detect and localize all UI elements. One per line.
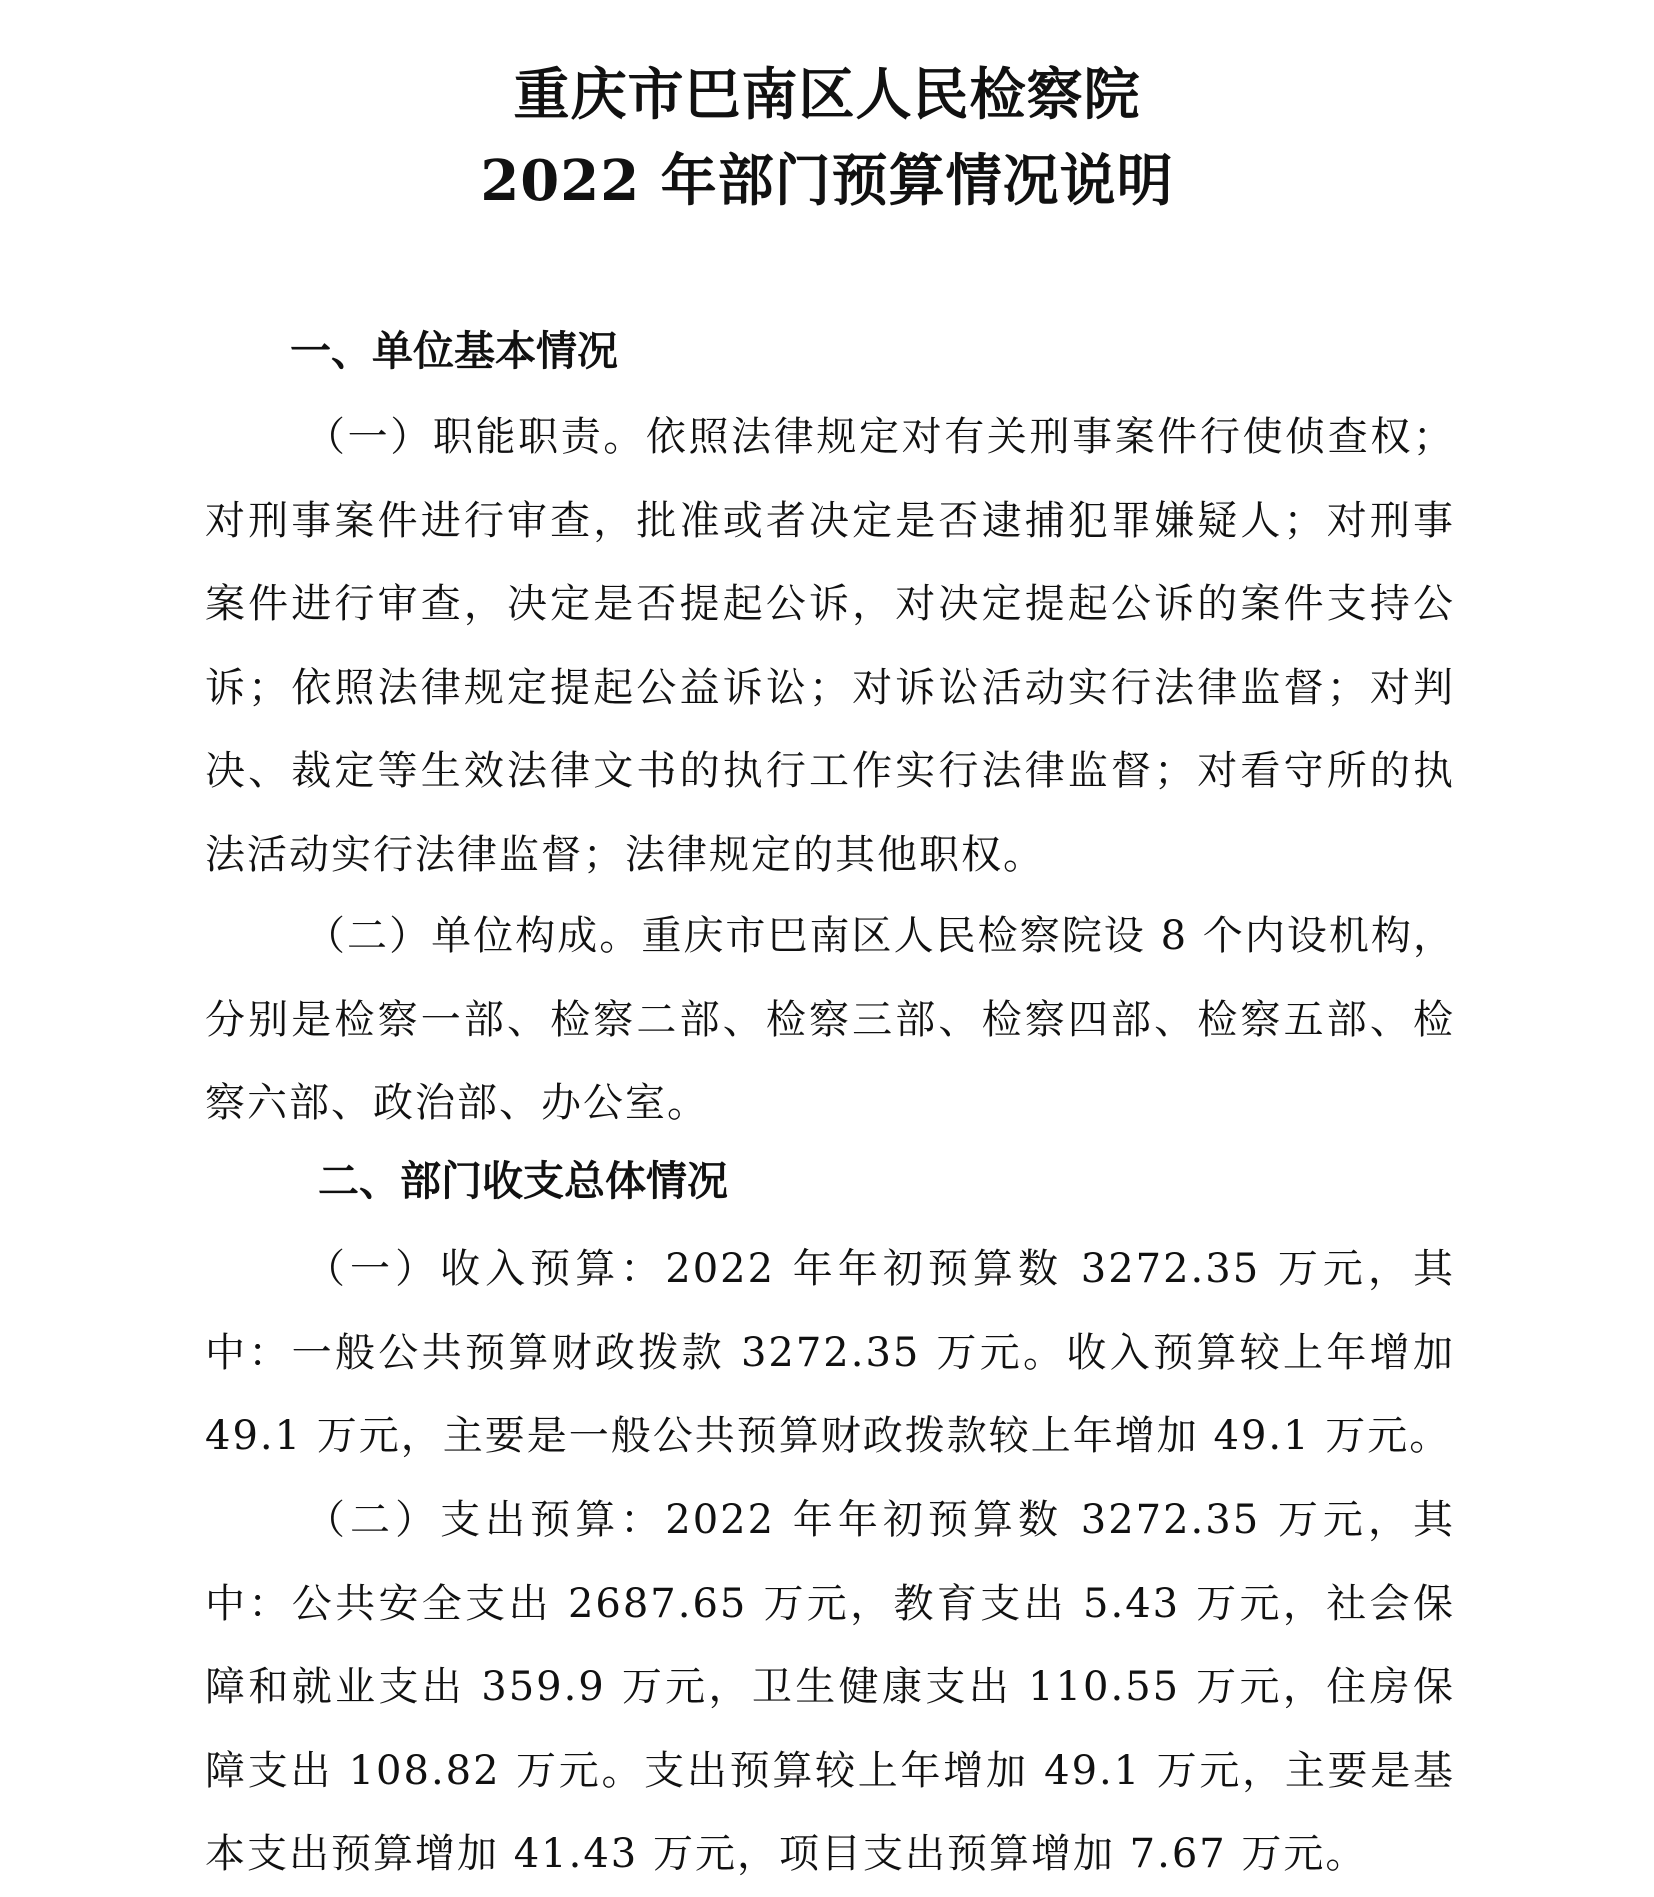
section-heading-budget-overview: 二、部门收支总体情况 [318, 1157, 728, 1205]
document-title-line1: 重庆市巴南区人民检察院 [513, 62, 1141, 128]
paragraph-functions: （一）职能职责。依照法律规定对有关刑事案件行使侦查权；对刑事案件进行审查，批准或者决定是否逮捕犯罪嫌疑人；对刑事案件进行审查，决定是否提起公诉，对决定提起公诉的案件支持公诉；依照法律规定提起公益诉讼；对诉讼活动实行法律监督；对判决、裁定等生效法律文书的执行工作实行法律监督；对看守所的执法活动实行法律监督；法律规定的其他职权。 [205, 414, 1455, 878]
paragraph-composition: （二）单位构成。重庆市巴南区人民检察院设 8 个内设机构，分别是检察一部、检察二部、检察三部、检察四部、检察五部、检察六部、政治部、办公室。 [205, 913, 1455, 1126]
paragraph-expenditure-budget: （二）支出预算：2022 年年初预算数 3272.35 万元，其中：公共安全支出 2687.65 万元，教育支出 5.43 万元，社会保障和就业支出 359.9 万元，卫生健康支出 110.55 万元，住房保障支出 108.82 万元。支出预算较上年增加 49.1 万元，主要是基本支出预算增加 41.43 万元，项目支出预算增加 7.67 万元。 [205, 1497, 1455, 1877]
paragraph-income-budget: （一）收入预算：2022 年年初预算数 3272.35 万元，其中：一般公共预算财政拨款 3272.35 万元。收入预算较上年增加 49.1 万元，主要是一般公共预算财政拨款较上年增加 49.1 万元。 [205, 1246, 1455, 1459]
document-title-line2: 2022 年部门预算情况说明 [480, 148, 1174, 214]
section-heading-basic-info: 一、单位基本情况 [290, 327, 618, 375]
